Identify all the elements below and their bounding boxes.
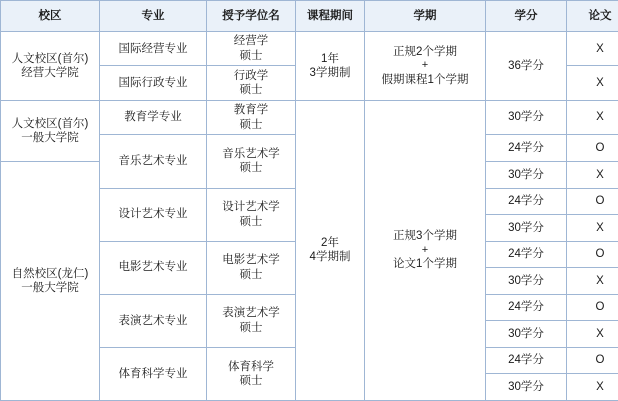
cell-thesis: X [567,161,618,188]
cell-line: 硕士 [239,321,263,334]
cell-term [365,32,486,101]
cell-thesis: X [567,215,618,242]
cell-line: 硕士 [239,374,263,387]
cell-line: 经营学 [233,35,269,48]
cell-major: 电影艺术专业 [100,241,207,294]
cell-line: 假期课程1个学期 [381,73,469,86]
cell-credit: 30学分 [486,100,567,134]
cell-credit: 30学分 [486,161,567,188]
cell-period [296,100,365,400]
cell-line: 硕士 [239,49,263,62]
cell-credit: 24学分 [486,188,567,215]
cell-degree [207,294,296,347]
cell-line: 行政学 [233,69,269,82]
cell-credit: 30学分 [486,321,567,348]
cell-credit: 24学分 [486,294,567,321]
table-body [1,32,618,401]
column-header-credit: 学分 [486,1,567,32]
cell-line: 正规3个学期 [393,230,457,243]
cell-line: 体育科学 [228,360,274,373]
cell-major: 设计艺术专业 [100,188,207,241]
column-header-term: 学期 [365,1,486,32]
cell-line: 4学期制 [309,251,351,264]
cell-line: + [421,59,429,72]
cell-line: 1年 [321,52,339,65]
cell-major: 教育学专业 [100,100,207,134]
cell-thesis: O [567,241,618,268]
cell-line: 自然校区(龙仁) [11,267,89,280]
cell-thesis: O [567,347,618,374]
cell-credit: 30学分 [486,374,567,401]
column-header-major: 专业 [100,1,207,32]
cell-line: + [421,243,429,256]
cell-thesis: X [567,268,618,295]
cell-campus [1,161,100,400]
cell-degree [207,241,296,294]
cell-line: 2年 [321,237,339,250]
cell-thesis: O [567,294,618,321]
cell-major: 国际经营专业 [100,32,207,66]
cell-major: 表演艺术专业 [100,294,207,347]
cell-degree [207,100,296,134]
cell-line: 教育学 [233,104,269,117]
column-header-campus: 校区 [1,1,100,32]
cell-line: 一般大学院 [21,131,79,144]
cell-period [296,32,365,101]
cell-thesis: X [567,100,618,134]
cell-line: 3学期制 [309,66,351,79]
cell-major: 音乐艺术专业 [100,135,207,188]
cell-credit: 30学分 [486,215,567,242]
cell-line: 一般大学院 [21,281,79,294]
cell-thesis: O [567,135,618,162]
cell-line: 硕士 [239,268,263,281]
cell-credit: 30学分 [486,268,567,295]
cell-line: 正规2个学期 [393,45,457,58]
cell-line: 表演艺术学 [222,307,280,320]
cell-degree [207,32,296,66]
column-header-degree: 授予学位名 [207,1,296,32]
column-header-thesis: 论文 [567,1,618,32]
column-header-period: 课程期间 [296,1,365,32]
cell-line: 电影艺术学 [222,254,280,267]
cell-degree [207,347,296,400]
cell-line: 硕士 [239,84,263,97]
cell-line: 音乐艺术学 [222,148,280,161]
cell-credit: 24学分 [486,135,567,162]
cell-degree [207,135,296,188]
table-row [1,100,618,134]
cell-line: 论文1个学期 [393,258,457,271]
cell-term [365,100,486,400]
cell-thesis: X [567,32,618,66]
cell-campus [1,32,100,101]
cell-credit: 24学分 [486,347,567,374]
cell-line: 人文校区(首尔) [11,52,89,65]
cell-thesis: X [567,321,618,348]
table-header-row [1,1,618,32]
cell-thesis: X [567,374,618,401]
cell-thesis: O [567,188,618,215]
cell-line: 硕士 [239,215,263,228]
table-header [1,1,618,32]
cell-line: 设计艺术学 [222,201,280,214]
cell-line: 人文校区(首尔) [11,117,89,130]
table-row [1,32,618,66]
cell-campus [1,100,100,161]
cell-thesis: X [567,66,618,100]
cell-line: 经营大学院 [21,66,79,79]
cell-line: 硕士 [239,162,263,175]
cell-major: 国际行政专业 [100,66,207,100]
cell-line: 硕士 [239,118,263,131]
cell-major: 体育科学专业 [100,347,207,400]
cell-credit: 36学分 [486,32,567,101]
cell-credit: 24学分 [486,241,567,268]
cell-degree [207,66,296,100]
cell-degree [207,188,296,241]
